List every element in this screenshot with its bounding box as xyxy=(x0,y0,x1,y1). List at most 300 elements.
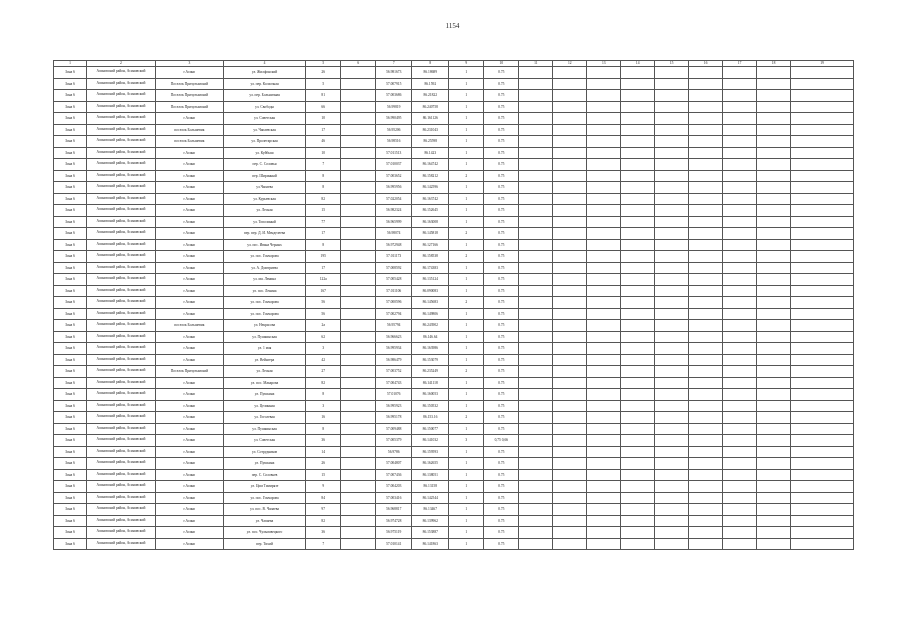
table-cell: 0.75 xyxy=(484,159,519,171)
table-cell xyxy=(689,136,723,148)
table-cell xyxy=(587,412,621,424)
table-cell xyxy=(689,412,723,424)
table-cell: 8 xyxy=(306,170,341,182)
table-cell: 84 xyxy=(306,492,341,504)
table-cell: Асиновский район, Асиновский xyxy=(86,492,155,504)
table-cell: 1 xyxy=(449,538,484,550)
table-cell xyxy=(757,492,791,504)
table-cell: 56.974728 xyxy=(376,515,412,527)
table-cell xyxy=(519,377,553,389)
table-cell xyxy=(587,136,621,148)
table-cell: Зона 6 xyxy=(54,492,87,504)
table-cell: Зона 6 xyxy=(54,412,87,424)
table-cell xyxy=(587,262,621,274)
table-cell: Зона 6 xyxy=(54,308,87,320)
table-cell xyxy=(757,377,791,389)
table-cell: 42 xyxy=(306,354,341,366)
table-cell xyxy=(587,481,621,493)
table-cell: 0.75 xyxy=(484,251,519,263)
table-cell xyxy=(587,343,621,355)
table-cell xyxy=(553,308,587,320)
table-cell xyxy=(723,458,757,470)
table-cell: Зона 6 xyxy=(54,205,87,217)
table-cell xyxy=(553,239,587,251)
table-cell: 0.75 xyxy=(484,239,519,251)
table-cell: г.Асино xyxy=(155,481,223,493)
table-cell: 56.968817 xyxy=(376,504,412,516)
table-cell: Асиновский район, Асиновский xyxy=(86,412,155,424)
table-cell xyxy=(757,262,791,274)
table-cell: г.Асино xyxy=(155,446,223,458)
table-cell xyxy=(757,527,791,539)
table-cell: 0.75 xyxy=(484,389,519,401)
table-cell xyxy=(791,216,854,228)
table-cell xyxy=(757,90,791,102)
table-cell xyxy=(519,515,553,527)
table-cell: Поселок Причулымский xyxy=(155,78,223,90)
table-cell: Зона 6 xyxy=(54,343,87,355)
table-cell xyxy=(689,251,723,263)
table-cell: Асиновский район, Асиновский xyxy=(86,527,155,539)
table-cell: г.Асино xyxy=(155,469,223,481)
table-cell xyxy=(655,136,689,148)
table-cell xyxy=(655,182,689,194)
table-cell xyxy=(757,285,791,297)
table-cell xyxy=(621,320,655,332)
table-cell xyxy=(341,228,376,240)
table-row xyxy=(54,400,854,412)
table-cell xyxy=(519,193,553,205)
table-cell: ул. Жилфонский xyxy=(223,67,305,79)
table-cell xyxy=(553,159,587,171)
table-cell xyxy=(621,515,655,527)
table-cell: 0.75 xyxy=(484,492,519,504)
table-cell xyxy=(689,504,723,516)
table-cell: 86.240758 xyxy=(412,101,449,113)
table-row xyxy=(54,354,854,366)
column-header: 19 xyxy=(791,61,854,67)
table-cell xyxy=(587,469,621,481)
table-cell xyxy=(341,90,376,102)
table-cell xyxy=(587,193,621,205)
table-cell: 57.003752 xyxy=(376,366,412,378)
table-cell xyxy=(341,101,376,113)
table-cell xyxy=(655,492,689,504)
table-cell xyxy=(553,170,587,182)
column-header: 4 xyxy=(223,61,305,67)
table-cell xyxy=(689,90,723,102)
table-cell xyxy=(791,331,854,343)
table-cell: Асиновский район, Асиновский xyxy=(86,538,155,550)
table-cell xyxy=(757,446,791,458)
table-cell xyxy=(553,458,587,470)
table-cell: г.Асино xyxy=(155,297,223,309)
table-cell: 86.160053 xyxy=(412,389,449,401)
table-cell: ул. Тополиный xyxy=(223,216,305,228)
table-cell: 57.002794 xyxy=(376,308,412,320)
table-cell xyxy=(587,113,621,125)
table-cell: поселок Большевик xyxy=(155,124,223,136)
table-cell xyxy=(553,481,587,493)
table-cell: 56.95794 xyxy=(376,320,412,332)
table-cell: ул. Цим Тимирязе xyxy=(223,481,305,493)
table-cell: Асиновский район, Асиновский xyxy=(86,435,155,447)
table-cell xyxy=(723,400,757,412)
table-row xyxy=(54,228,854,240)
table-cell xyxy=(621,423,655,435)
table-cell: ул. им. Ленина xyxy=(223,274,305,286)
table-cell xyxy=(655,262,689,274)
table-cell: Асиновский район, Асиновский xyxy=(86,469,155,481)
table-cell xyxy=(553,274,587,286)
table-cell: 0.75 xyxy=(484,320,519,332)
table-cell: 0.75 xyxy=(484,147,519,159)
table-cell: 56.972948 xyxy=(376,239,412,251)
table-cell: г.Асино xyxy=(155,147,223,159)
table-cell xyxy=(689,193,723,205)
table-cell: 86.153079 xyxy=(412,354,449,366)
table-cell: 1 xyxy=(449,159,484,171)
table-cell: 1 xyxy=(449,515,484,527)
table-cell xyxy=(341,343,376,355)
table-cell xyxy=(621,297,655,309)
table-cell xyxy=(689,400,723,412)
table-cell xyxy=(553,446,587,458)
table-cell: 82 xyxy=(306,193,341,205)
table-cell xyxy=(519,389,553,401)
table-cell xyxy=(655,389,689,401)
column-header: 1 xyxy=(54,61,87,67)
table-cell xyxy=(621,389,655,401)
table-cell: Зона 6 xyxy=(54,446,87,458)
table-cell xyxy=(791,446,854,458)
table-cell: Асиновский район, Асиновский xyxy=(86,400,155,412)
table-cell: Зона 6 xyxy=(54,274,87,286)
column-header: 3 xyxy=(155,61,223,67)
table-cell: 2а xyxy=(306,320,341,332)
table-cell xyxy=(553,366,587,378)
table-cell xyxy=(341,216,376,228)
table-cell: г.Асино xyxy=(155,251,223,263)
table-cell xyxy=(553,147,587,159)
table-cell xyxy=(723,124,757,136)
table-cell: Зона 6 xyxy=(54,320,87,332)
table-cell xyxy=(757,297,791,309)
table-cell xyxy=(519,159,553,171)
table-cell: 0.75 xyxy=(484,343,519,355)
table-cell xyxy=(791,458,854,470)
table-cell: 0.75 xyxy=(484,274,519,286)
table-cell xyxy=(655,274,689,286)
table-cell: 1 xyxy=(449,320,484,332)
table-cell xyxy=(723,90,757,102)
table-cell xyxy=(791,182,854,194)
table-cell: 57.004203 xyxy=(376,481,412,493)
table-cell xyxy=(723,538,757,550)
column-header: 10 xyxy=(484,61,519,67)
table-cell: Асиновский район, Асиновский xyxy=(86,515,155,527)
table-cell: 0.75 xyxy=(484,481,519,493)
table-cell: 57.009488 xyxy=(376,423,412,435)
table-cell xyxy=(587,492,621,504)
table-cell xyxy=(587,147,621,159)
table-cell: Асиновский район, Асиновский xyxy=(86,297,155,309)
table-cell: 0.75 xyxy=(484,90,519,102)
table-cell: 9 xyxy=(306,481,341,493)
table-cell: ул. Чапаевская xyxy=(223,124,305,136)
table-cell: 1 xyxy=(449,274,484,286)
table-cell xyxy=(553,320,587,332)
table-cell: Асиновский район, Асиновский xyxy=(86,205,155,217)
table-cell xyxy=(621,458,655,470)
table-cell: 86.142544 xyxy=(412,492,449,504)
table-cell: 1 xyxy=(449,377,484,389)
table-cell: Зона 6 xyxy=(54,423,87,435)
table-cell: 56.99819 xyxy=(376,101,412,113)
table-cell xyxy=(757,400,791,412)
table-cell xyxy=(723,469,757,481)
table-cell xyxy=(723,205,757,217)
table-cell xyxy=(621,274,655,286)
column-header: 16 xyxy=(689,61,723,67)
table-cell: Асиновский район, Асиновский xyxy=(86,113,155,125)
table-row xyxy=(54,239,854,251)
table-cell xyxy=(587,216,621,228)
table-cell xyxy=(791,251,854,263)
table-cell xyxy=(791,515,854,527)
table-cell: ул. пос. Макарова xyxy=(223,377,305,389)
table-cell: 122а xyxy=(306,274,341,286)
table-row xyxy=(54,469,854,481)
table-cell xyxy=(341,481,376,493)
table-cell: г.Асино xyxy=(155,67,223,79)
table-cell: 0.75 xyxy=(484,205,519,217)
table-cell xyxy=(519,285,553,297)
table-cell xyxy=(723,182,757,194)
table-cell: Асиновский район, Асиновский xyxy=(86,481,155,493)
table-cell xyxy=(791,90,854,102)
table-cell xyxy=(587,90,621,102)
table-cell: Асиновский район, Асиновский xyxy=(86,239,155,251)
column-header: 7 xyxy=(376,61,412,67)
table-cell xyxy=(621,308,655,320)
table-cell: ул. Чапаева xyxy=(223,515,305,527)
table-cell: 0.75 xyxy=(484,67,519,79)
table-cell xyxy=(689,228,723,240)
table-cell: 56.965999 xyxy=(376,216,412,228)
table-cell: Асиновский район, Асиновский xyxy=(86,366,155,378)
table-cell: г.Асино xyxy=(155,170,223,182)
table-cell xyxy=(553,492,587,504)
table-cell: 0.75 xyxy=(484,78,519,90)
table-row xyxy=(54,251,854,263)
table-cell: Зона 6 xyxy=(54,400,87,412)
table-cell xyxy=(519,90,553,102)
table-row xyxy=(54,147,854,159)
table-cell xyxy=(587,297,621,309)
table-cell: Асиновский район, Асиновский xyxy=(86,377,155,389)
table-cell xyxy=(519,251,553,263)
table-cell: Асиновский район, Асиновский xyxy=(86,354,155,366)
table-row xyxy=(54,320,854,332)
table-cell xyxy=(553,285,587,297)
table-cell xyxy=(621,366,655,378)
table-cell xyxy=(587,274,621,286)
column-header: 9 xyxy=(449,61,484,67)
table-cell: Асиновский район, Асиновский xyxy=(86,193,155,205)
table-cell: г.Асино xyxy=(155,515,223,527)
table-cell: 15 xyxy=(306,469,341,481)
table-cell: 0.75 xyxy=(484,469,519,481)
table-cell xyxy=(757,239,791,251)
table-cell: Асиновский район, Асиновский xyxy=(86,285,155,297)
table-cell xyxy=(689,366,723,378)
table-cell xyxy=(689,515,723,527)
table-cell: 0.75 xyxy=(484,423,519,435)
table-cell xyxy=(519,320,553,332)
table-row xyxy=(54,136,854,148)
table-cell xyxy=(757,538,791,550)
table-cell xyxy=(791,469,854,481)
table-cell xyxy=(519,170,553,182)
table-cell: Зона 6 xyxy=(54,435,87,447)
table-cell: 16 xyxy=(306,412,341,424)
table-cell: г.Асино xyxy=(155,527,223,539)
table-cell: 57.003686 xyxy=(376,90,412,102)
table-cell xyxy=(341,527,376,539)
table-cell xyxy=(723,354,757,366)
table-cell: Зона 6 xyxy=(54,182,87,194)
table-cell: г.Асино xyxy=(155,331,223,343)
table-cell xyxy=(791,320,854,332)
table-row xyxy=(54,124,854,136)
table-cell: ул. пер. Колхозная xyxy=(223,78,305,90)
table-cell: Зона 6 xyxy=(54,366,87,378)
table-cell xyxy=(553,297,587,309)
table-cell xyxy=(723,412,757,424)
table-cell xyxy=(655,377,689,389)
table-cell: 86.141118 xyxy=(412,377,449,389)
table-cell xyxy=(341,147,376,159)
table-row xyxy=(54,435,854,447)
table-row xyxy=(54,377,854,389)
table-cell xyxy=(341,492,376,504)
table-cell: 56.982324 xyxy=(376,205,412,217)
table-cell: ул. Пушкинская xyxy=(223,331,305,343)
table-cell xyxy=(553,67,587,79)
table-cell xyxy=(757,216,791,228)
table-cell: 1 xyxy=(449,205,484,217)
table-cell: 0.75 xyxy=(484,308,519,320)
table-cell xyxy=(553,113,587,125)
table-cell xyxy=(791,423,854,435)
table-cell xyxy=(655,170,689,182)
table-cell xyxy=(553,124,587,136)
table-cell: Поселок Причулымский xyxy=(155,101,223,113)
table-cell: 86.159593 xyxy=(412,446,449,458)
table-cell xyxy=(621,228,655,240)
table-cell: 0.75 xyxy=(484,136,519,148)
table-cell xyxy=(791,193,854,205)
table-cell xyxy=(553,515,587,527)
table-cell xyxy=(689,331,723,343)
table-cell: ул. пос. Чульмовецкого xyxy=(223,527,305,539)
table-cell xyxy=(621,412,655,424)
table-cell xyxy=(757,435,791,447)
table-cell: г.Асино xyxy=(155,400,223,412)
table-cell: 3 xyxy=(306,343,341,355)
table-cell: 17 xyxy=(306,262,341,274)
table-cell: 1 xyxy=(449,331,484,343)
table-cell: 57.007915 xyxy=(376,78,412,90)
table-cell: Асиновский район, Асиновский xyxy=(86,423,155,435)
table-cell xyxy=(553,251,587,263)
table-cell xyxy=(621,354,655,366)
table-cell xyxy=(519,274,553,286)
table-cell xyxy=(587,308,621,320)
table-cell xyxy=(655,159,689,171)
table-cell: 57.004743 xyxy=(376,377,412,389)
table-cell xyxy=(689,354,723,366)
table-cell: 195 xyxy=(306,251,341,263)
table-cell xyxy=(621,239,655,251)
table-cell xyxy=(791,170,854,182)
table-cell: 1 xyxy=(449,527,484,539)
table-cell xyxy=(757,193,791,205)
table-cell xyxy=(655,423,689,435)
table-cell: 86.150077 xyxy=(412,423,449,435)
table-cell xyxy=(553,228,587,240)
table-cell: 0.75 xyxy=(484,527,519,539)
table-cell xyxy=(621,285,655,297)
table-cell: Зона 6 xyxy=(54,239,87,251)
table-cell xyxy=(655,412,689,424)
table-cell xyxy=(587,285,621,297)
table-cell: 1 xyxy=(449,446,484,458)
table-cell xyxy=(791,159,854,171)
table-cell: 86.1592 xyxy=(412,78,449,90)
table-cell xyxy=(757,136,791,148)
table-cell: г.Асино xyxy=(155,239,223,251)
table-cell xyxy=(689,285,723,297)
table-cell xyxy=(723,170,757,182)
table-cell: 0.75 xyxy=(484,228,519,240)
table-row xyxy=(54,308,854,320)
table-cell: ул. пос. Ленина xyxy=(223,285,305,297)
table-cell: 56.995956 xyxy=(376,182,412,194)
table-cell xyxy=(341,423,376,435)
table-row xyxy=(54,216,854,228)
table-cell xyxy=(791,136,854,148)
table-cell: ул. Свободы xyxy=(223,101,305,113)
table-cell: г.Асино xyxy=(155,205,223,217)
table-cell: 86.13158 xyxy=(412,481,449,493)
table-row xyxy=(54,182,854,194)
table-cell: 86.21822 xyxy=(412,90,449,102)
table-cell xyxy=(723,113,757,125)
table-cell: 86.18689 xyxy=(412,67,449,79)
table-cell: Зона 6 xyxy=(54,262,87,274)
table-cell xyxy=(689,147,723,159)
table-cell: Асиновский район, Асиновский xyxy=(86,262,155,274)
table-cell: 86.141863 xyxy=(412,538,449,550)
table-row xyxy=(54,481,854,493)
table-cell xyxy=(689,159,723,171)
table-cell: пер. С. Соловьев xyxy=(223,469,305,481)
table-cell xyxy=(757,124,791,136)
table-cell: Зона 6 xyxy=(54,216,87,228)
table-cell: 86.163008 xyxy=(412,216,449,228)
